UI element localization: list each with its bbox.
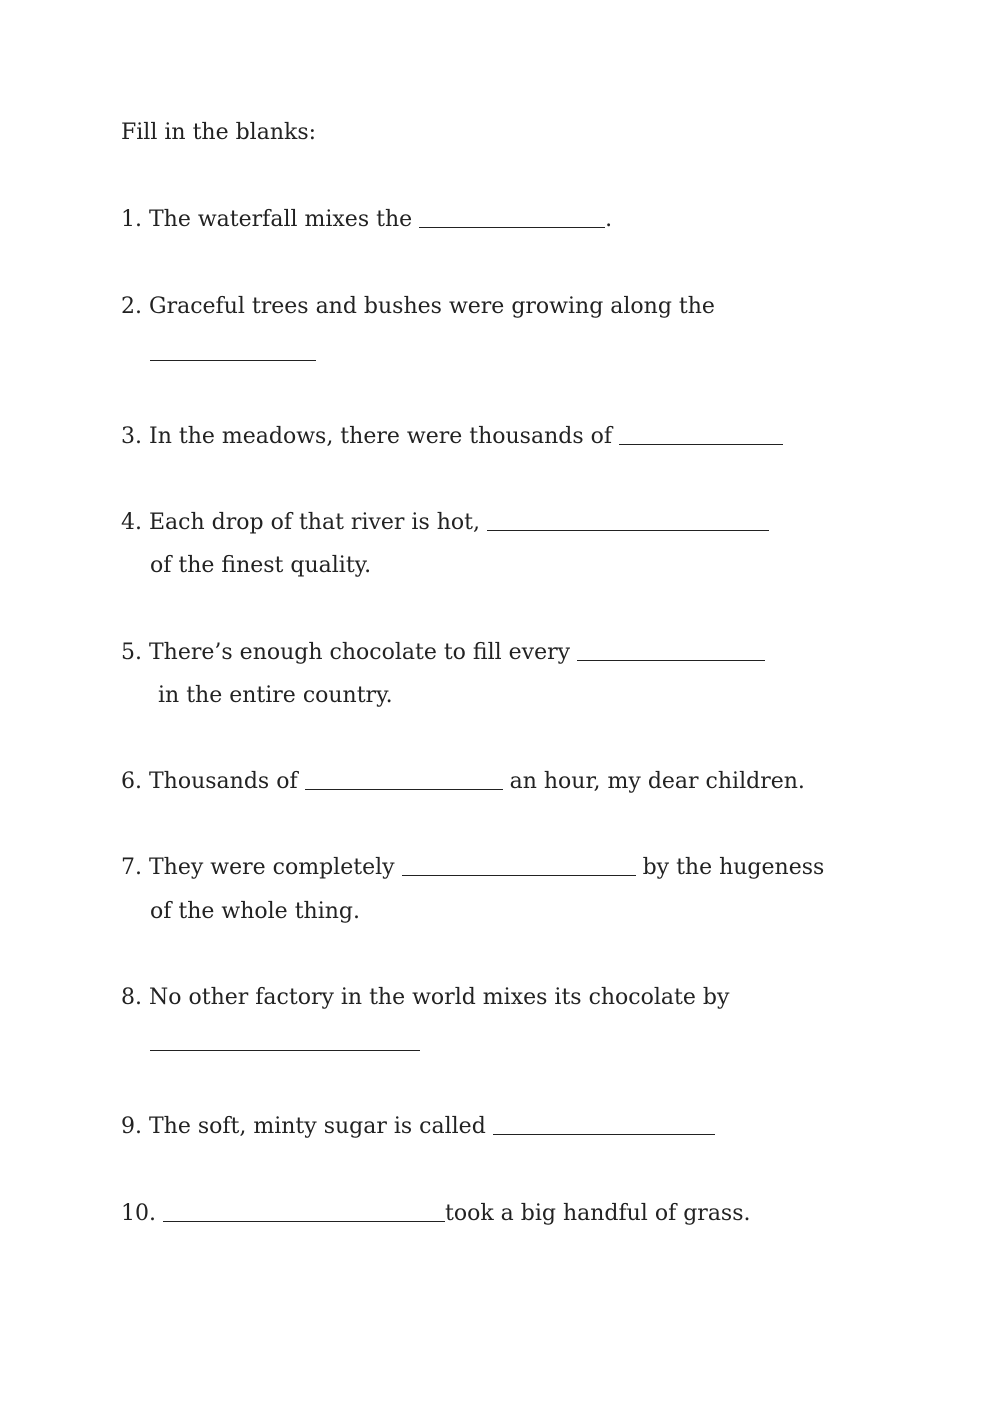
question-number: 1. xyxy=(121,207,142,232)
answer-input-2[interactable] xyxy=(150,332,316,358)
question-9 xyxy=(121,1112,715,1142)
question-text: They were completely xyxy=(149,855,395,880)
question-number: 4. xyxy=(121,510,142,535)
answer-input-3[interactable] xyxy=(619,416,783,442)
question-number: 8. xyxy=(121,985,142,1010)
answer-blank-6[interactable] xyxy=(305,767,503,790)
question-text: Graceful trees and bushes were growing along the xyxy=(149,294,715,319)
question-number: 10. xyxy=(121,1201,156,1226)
answer-blank-4[interactable] xyxy=(487,508,769,531)
question-number: 5. xyxy=(121,640,142,665)
question-text: Thousands of xyxy=(149,769,298,794)
question-2 xyxy=(121,292,715,322)
question-text-after: an hour, my dear children. xyxy=(509,769,805,794)
question-text: The waterfall mixes the xyxy=(149,207,413,232)
answer-input-10[interactable] xyxy=(163,1193,445,1219)
answer-blank-5[interactable] xyxy=(577,638,765,661)
answer-input-5[interactable] xyxy=(577,632,765,658)
question-number: 3. xyxy=(121,424,142,449)
question-text-continuation: of the finest quality. xyxy=(150,553,372,578)
answer-input-8[interactable] xyxy=(150,1022,420,1048)
question-7 xyxy=(121,853,824,883)
question-text-after: took a big handful of grass. xyxy=(445,1201,751,1226)
answer-blank-1[interactable] xyxy=(419,205,605,228)
question-text: In the meadows, there were thousands of xyxy=(149,424,612,449)
question-text-continuation: in the entire country. xyxy=(158,683,393,708)
question-5-continuation xyxy=(158,681,393,711)
answer-blank-8[interactable] xyxy=(150,1050,420,1051)
instruction-text: Fill in the blanks: xyxy=(121,120,317,145)
answer-input-9[interactable] xyxy=(493,1106,715,1132)
question-8 xyxy=(121,983,729,1013)
question-1 xyxy=(121,205,612,235)
question-3 xyxy=(121,422,783,452)
question-6 xyxy=(121,767,805,797)
question-number: 2. xyxy=(121,294,142,319)
question-number: 6. xyxy=(121,769,142,794)
question-number: 7. xyxy=(121,855,142,880)
question-text: The soft, minty sugar is called xyxy=(149,1114,486,1139)
answer-blank-10[interactable] xyxy=(163,1199,445,1222)
answer-input-6[interactable] xyxy=(305,761,503,787)
question-4 xyxy=(121,508,769,538)
question-text: There’s enough chocolate to fill every xyxy=(149,640,571,665)
question-5 xyxy=(121,638,765,668)
question-text-after: . xyxy=(605,207,613,232)
question-7-continuation xyxy=(150,897,360,927)
question-text: Each drop of that river is hot, xyxy=(149,510,480,535)
answer-blank-3[interactable] xyxy=(619,422,783,445)
question-text-continuation: of the whole thing. xyxy=(150,899,360,924)
question-text: No other factory in the world mixes its chocolate by xyxy=(149,985,730,1010)
answer-blank-2[interactable] xyxy=(150,360,316,361)
question-text-after: by the hugeness xyxy=(642,855,825,880)
answer-blank-7[interactable] xyxy=(402,853,636,876)
question-number: 9. xyxy=(121,1114,142,1139)
question-10 xyxy=(121,1199,751,1229)
answer-input-7[interactable] xyxy=(402,847,636,873)
answer-input-4[interactable] xyxy=(487,502,769,528)
worksheet-instruction xyxy=(121,118,316,148)
answer-input-1[interactable] xyxy=(419,199,605,225)
question-4-continuation xyxy=(150,551,371,581)
answer-blank-9[interactable] xyxy=(493,1112,715,1135)
